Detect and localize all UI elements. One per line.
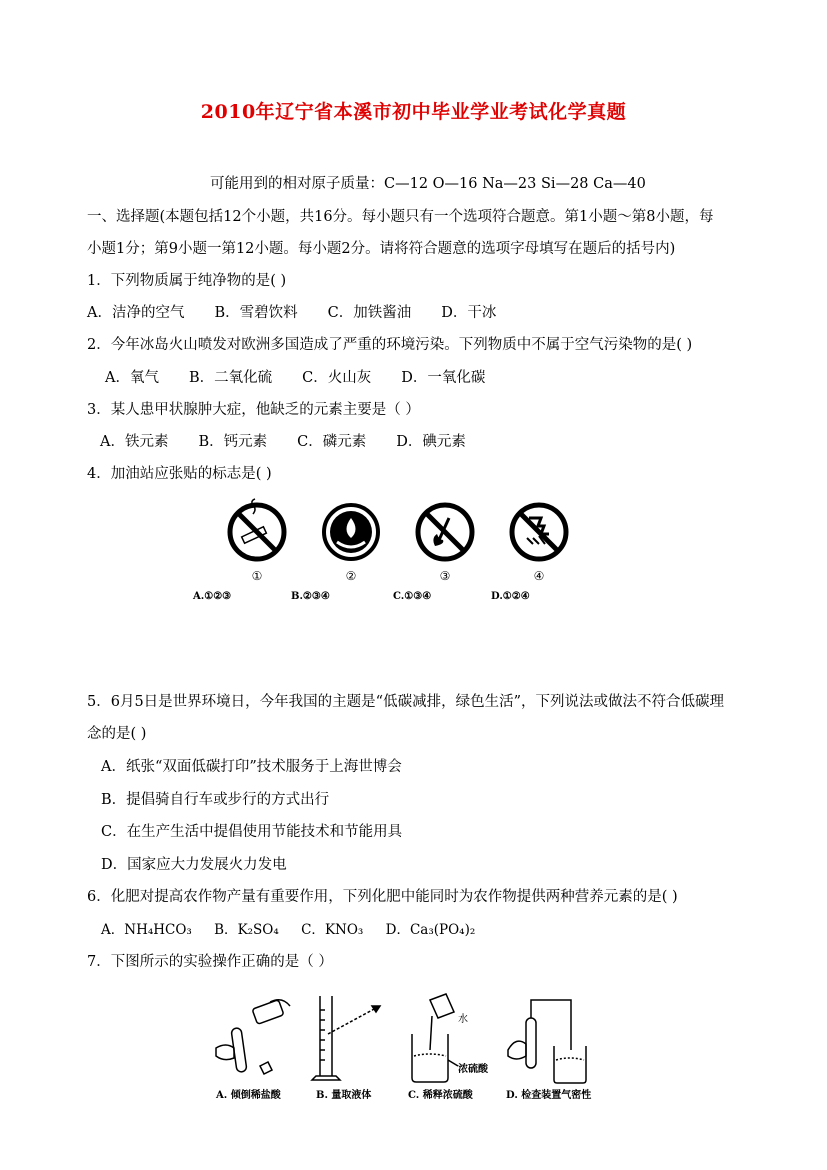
q1-stem: 1．下列物质属于纯净物的是( ): [87, 273, 287, 289]
caption-b: B. 量取液体: [316, 1090, 372, 1101]
q4-option-b: B.②③④: [291, 591, 330, 602]
graduated-cylinder-icon: [312, 996, 380, 1080]
no-smoking-sign-icon: [230, 499, 284, 559]
q5-option-b: B．提倡骑自行车或步行的方式出行: [101, 792, 330, 808]
q6-option-d-label: D．: [385, 922, 410, 938]
q6-option-c-label: C．: [301, 922, 325, 938]
q2-option-a: A．氧气: [105, 370, 159, 386]
q6-option-a-formula: NH₄HCO₃: [124, 922, 192, 938]
section-instructions-line2: 小题1分；第9小题一第12小题。每小题2分。请将符合题意的选项字母填写在题后的括号内): [87, 241, 676, 257]
q2-options: [105, 366, 515, 387]
q2-option-c: C．火山灰: [302, 370, 372, 386]
q3-option-a: A．铁元素: [100, 434, 169, 450]
q6-options: [101, 918, 475, 938]
q7-experiment-figure: [208, 990, 618, 1105]
q4-stem: 4．加油站应张贴的标志是( ): [87, 466, 272, 482]
q4-option-c: C.①③④: [393, 591, 432, 602]
airtightness-check-icon: [508, 1000, 586, 1083]
label-water: 水: [458, 1014, 468, 1025]
q1-options: [87, 301, 526, 322]
q3-stem: 3．某人患甲状腺肿大症，他缺乏的元素主要是（ ）: [87, 402, 420, 418]
section-instructions-line1: 一、选择题(本题包括12个小题，共16分。每小题只有一个选项符合题意。第1小题～第8小题，每: [87, 209, 714, 225]
diluting-acid-beaker-icon: [412, 994, 458, 1082]
q5-stem-line1: 5．6月5日是世界环境日，今年我国的主题是“低碳减排，绿色生活”，下列说法或做法不符合低碳理: [87, 694, 724, 710]
q6-option-b-formula: K₂SO₄: [237, 922, 279, 938]
q6-option-c-formula: KNO₃: [324, 922, 364, 938]
caption-a: A. 倾倒稀盐酸: [216, 1090, 281, 1101]
q2-option-d: D．一氧化碳: [401, 370, 486, 386]
q5-stem-line2: 念的是( ): [87, 726, 147, 742]
q7-stem: 7．下图所示的实验操作正确的是（ ）: [87, 954, 333, 970]
atomic-masses-note: 可能用到的相对原子质量：C—12 O—16 Na—23 Si—28 Ca—40: [210, 176, 646, 192]
q5-option-d: D．国家应大力发展火力发电: [101, 857, 287, 873]
q4-option-d: D.①②④: [491, 591, 530, 602]
q3-options: [100, 430, 496, 451]
water-drop-hand-sign-icon: [324, 505, 378, 559]
q6-option-b-label: B．: [214, 922, 238, 938]
no-open-flame-sign-icon: [418, 505, 472, 559]
q3-option-c: C．磷元素: [297, 434, 367, 450]
label-concentrated-acid: 浓硫酸: [458, 1064, 488, 1075]
q3-option-b: B．钙元素: [198, 434, 268, 450]
pouring-acid-icon: [216, 1000, 290, 1074]
sign-number-1: ①: [251, 569, 263, 583]
q5-option-c: C．在生产生活中提倡使用节能技术和节能用具: [101, 824, 403, 840]
no-fireworks-sign-icon: [512, 505, 566, 559]
q1-option-c: C．加铁酱油: [327, 305, 412, 321]
q2-stem: 2．今年冰岛火山喷发对欧洲多国造成了严重的环境污染。下列物质中不属于空气污染物的是( ): [87, 337, 693, 353]
q6-option-a-label: A．: [101, 922, 125, 938]
q6-option-d-formula: Ca₃(PO₄)₂: [409, 922, 476, 938]
q1-option-a: A．洁净的空气: [87, 305, 185, 321]
caption-d: D. 检查装置气密性: [506, 1090, 592, 1101]
caption-c: C. 稀释浓硫酸: [408, 1090, 473, 1101]
q4-option-a: A.①②③: [193, 591, 232, 602]
q1-option-b: B．雪碧饮料: [214, 305, 298, 321]
q4-signs-figure: [185, 498, 605, 608]
sign-number-2: ②: [345, 569, 357, 583]
page-title: 2010年辽宁省本溪市初中毕业学业考试化学真题: [200, 101, 627, 123]
sign-number-3: ③: [439, 569, 451, 583]
q6-stem: 6．化肥对提高农作物产量有重要作用，下列化肥中能同时为农作物提供两种营养元素的是( ): [87, 889, 678, 905]
q2-option-b: B．二氧化硫: [188, 370, 273, 386]
sign-number-4: ④: [533, 569, 545, 583]
q3-option-d: D．碘元素: [396, 434, 466, 450]
q1-option-d: D．干冰: [441, 305, 497, 321]
q5-option-a: A．纸张“双面低碳打印”技术服务于上海世博会: [101, 759, 402, 775]
